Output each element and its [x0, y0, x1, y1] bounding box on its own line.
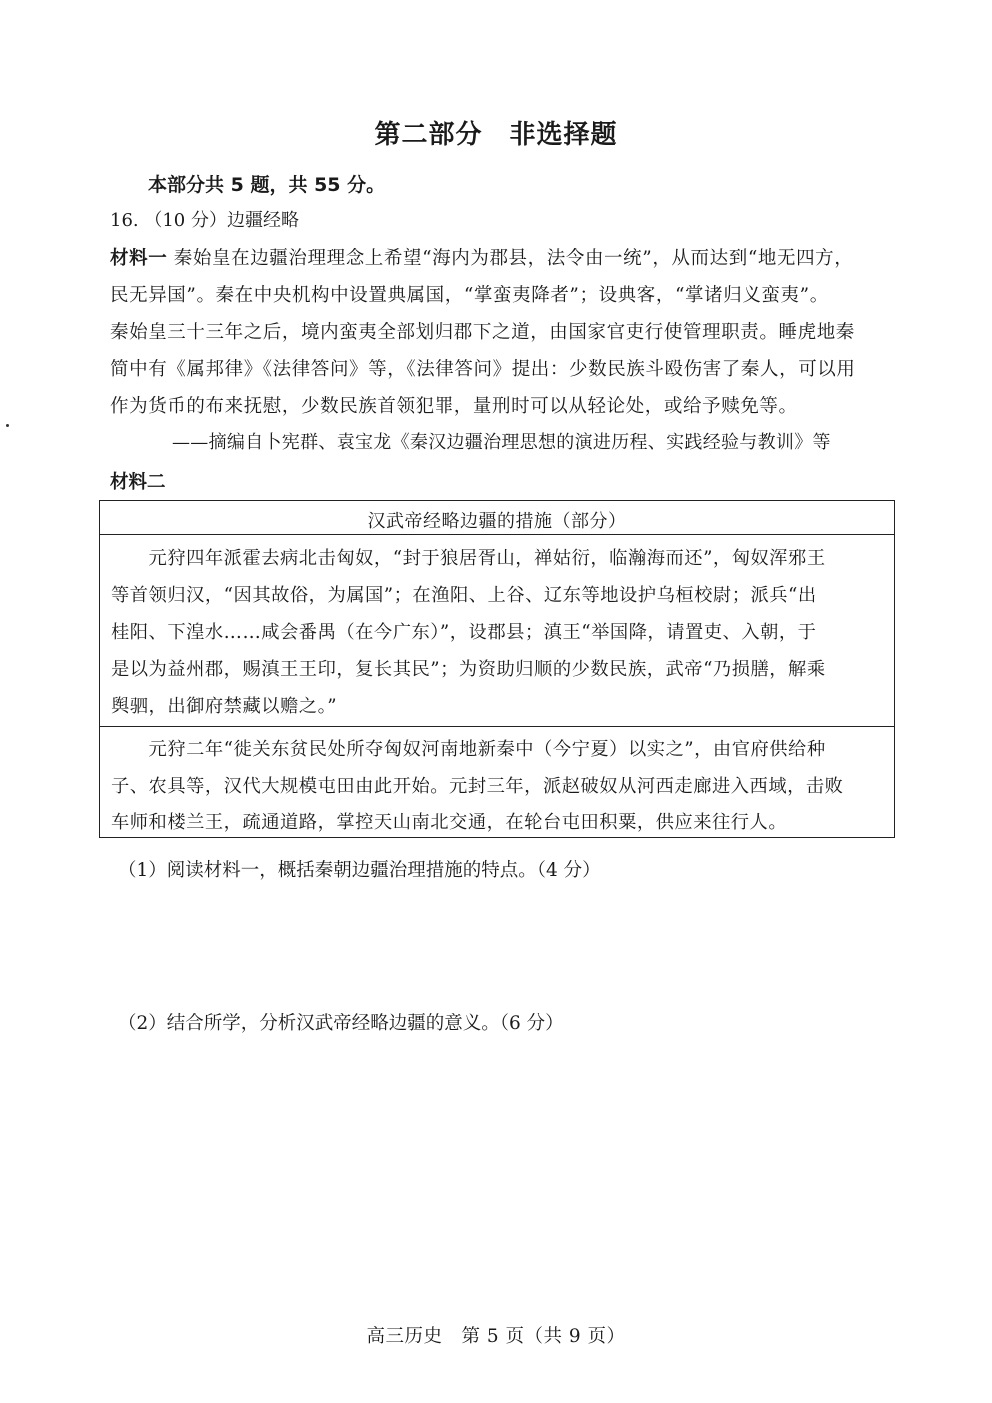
material1-label: 材料一 — [110, 248, 168, 269]
material1-text: 秦始皇在边疆治理理念上希望“海内为郡县，法令由一统”，从而达到“地无四方， — [173, 248, 854, 269]
table-caption: 汉武帝经略边疆的措施（部分） — [367, 511, 627, 532]
scan-speck — [6, 424, 9, 427]
sub-question-2: （2）结合所学，分析汉武帝经略边疆的意义。（6 分） — [118, 1013, 564, 1034]
table-cell2-line: 车师和楼兰王，疏通道路，掌控天山南北交通，在轮台屯田积粟，供应来往行人。 — [111, 812, 788, 833]
section-intro: 本部分共 5 题，共 55 分。 — [148, 174, 386, 196]
sub-question-1: （1）阅读材料一，概括秦朝边疆治理措施的特点。（4 分） — [118, 860, 601, 881]
material1-source: ——摘编自卜宪群、袁宝龙《秦汉边疆治理思想的演进历程、实践经验与教训》等 — [172, 432, 831, 453]
table-cell1-line: 是以为益州郡，赐滇王王印，复长其民”；为资助归顺的少数民族，武帝“乃损膳，解乘 — [111, 659, 826, 680]
material2-table — [99, 500, 895, 838]
material2-label: 材料二 — [110, 472, 166, 493]
table-divider — [100, 534, 894, 535]
material1-line: 简中有《属邦律》《法律答问》等，《法律答问》提出：少数民族斗殴伤害了秦人，可以用 — [110, 359, 856, 380]
table-cell2-line: 子、农具等，汉代大规模屯田由此开始。元封三年，派赵破奴从河西走廊进入西域，击败 — [111, 776, 844, 797]
material1-line: 作为货币的布来抚慰，少数民族首领犯罪，量刑时可以从轻论处，或给予赎免等。 — [110, 396, 798, 417]
material1-line: 秦始皇三十三年之后，境内蛮夷全部划归郡下之道，由国家官吏行使管理职责。睡虎地秦 — [110, 322, 855, 343]
material1-line: 民无异国”。秦在中央机构中设置典属国，“掌蛮夷降者”；设典客，“掌诸归义蛮夷”。 — [110, 285, 829, 306]
question-heading: 16. （10 分）边疆经略 — [110, 210, 299, 231]
table-cell1-line: 元狩四年派霍去病北击匈奴，“封于狼居胥山，禅姑衍，临瀚海而还”，匈奴浑邪王 — [111, 548, 826, 569]
section-title: 第二部分 非选择题 — [374, 120, 618, 150]
table-cell1-line: 等首领归汉，“因其故俗，为属国”；在渔阳、上谷、辽东等地设护乌桓校尉；派兵“出 — [111, 585, 817, 606]
material1-line — [110, 244, 853, 270]
table-cell1-line: 桂阳、下湟水……咸会番禺（在今广东）”，设郡县；滇王“举国降，请置吏、入朝，于 — [111, 622, 817, 643]
table-cell2-line: 元狩二年“徙关东贫民处所夺匈奴河南地新秦中（今宁夏）以实之”，由官府供给种 — [111, 739, 826, 760]
table-cell1-line: 舆驷，出御府禁藏以赡之。” — [111, 696, 338, 717]
table-divider — [100, 726, 894, 727]
page-footer: 高三历史 第 5 页（共 9 页） — [366, 1326, 626, 1347]
